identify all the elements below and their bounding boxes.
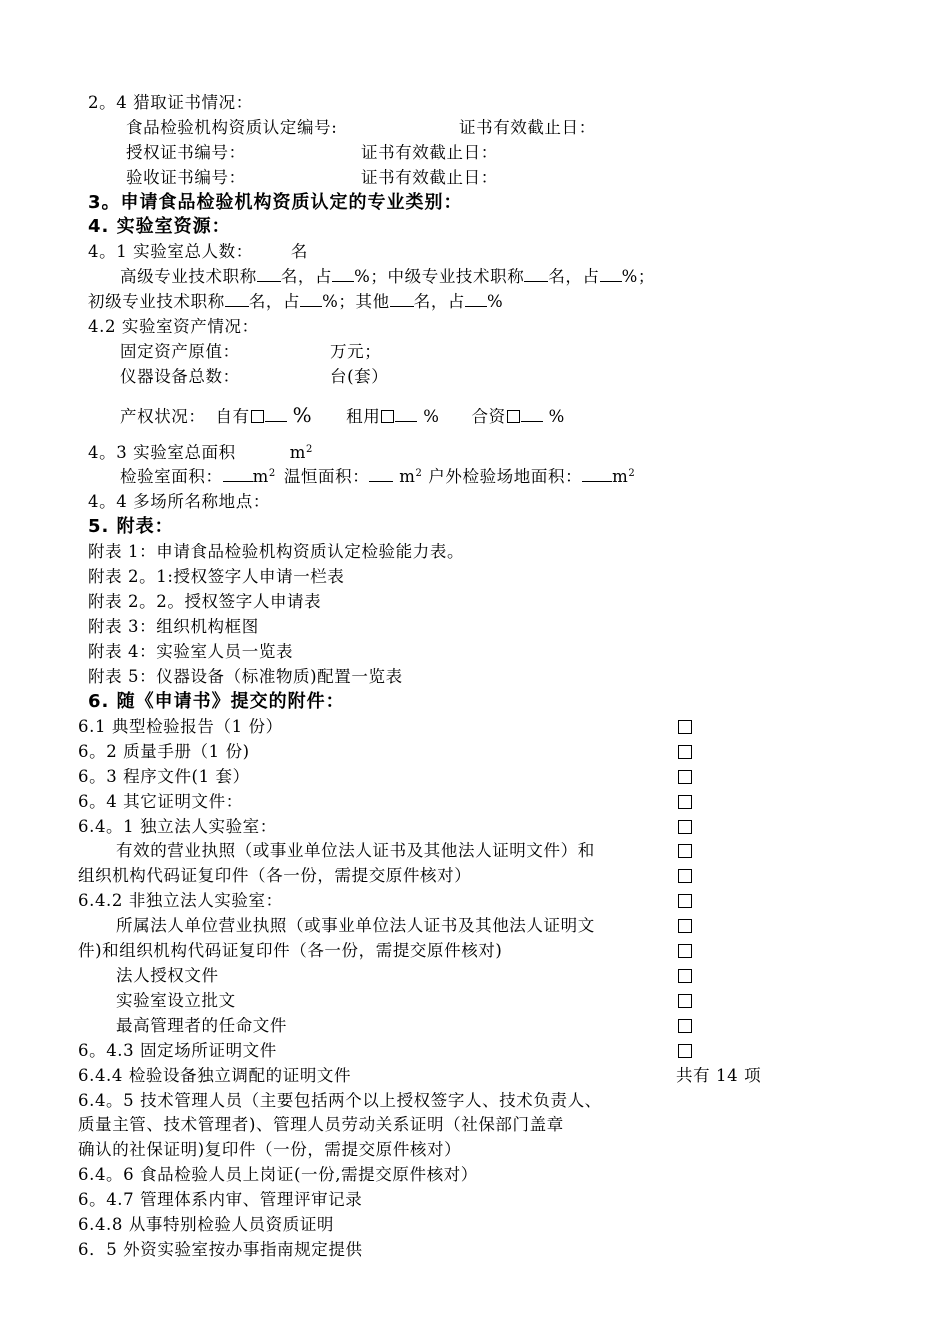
attachment-line: 6.4。6 食品检验人员上岗证(一份,需提交原件核对） [78,1165,478,1184]
lab-area-label: 检验室面积： [120,467,223,486]
section-2-4-title: 2。4 猎取证书情况： [88,93,253,112]
fixed-assets-unit: 万元； [330,342,382,361]
other-pct-field[interactable] [465,292,487,307]
appendix-item: 附表 2。1:授权签字人申请一栏表 [88,567,345,586]
attachment-line: 6。2 质量手册（1 份) [78,742,250,761]
auth-cert-number-label: 授权证书编号： [126,143,246,162]
total-items-label: 共有 14 项 [676,1066,762,1085]
other-count-field[interactable] [390,292,414,307]
junior-pct-field[interactable] [300,292,322,307]
rent-label: 租用 [346,407,381,426]
const-temp-area-label: 温恒面积： [283,467,370,486]
middle-title-label: 中级专业技术职称 [387,267,525,286]
attachment-line: 6。4.3 固定场所证明文件 [78,1041,277,1060]
attachment-checkbox[interactable] [678,1019,692,1033]
section-4-4-title: 4。4 多场所名称地点： [88,492,270,511]
attachment-checkbox[interactable] [678,720,692,734]
rent-pct-field[interactable] [395,407,417,422]
other-title-label: 其他 [355,292,390,311]
attachment-line: 6.4。5 技术管理人员（主要包括两个以上授权签字人、技术负责人、 [78,1091,602,1110]
section-4-2-title: 4.2 实验室资产情况： [88,317,259,336]
attachment-line: 确认的社保证明)复印件（一份，需提交原件核对） [78,1140,462,1159]
fixed-assets-label: 固定资产原值： [120,342,240,361]
attachment-checkbox[interactable] [678,820,692,834]
middle-pct-field[interactable] [600,267,622,282]
staff-unit: 名 [290,242,308,261]
section-3-title: 3。申请食品检验机构资质认定的专业类别： [88,192,463,213]
const-temp-area-field[interactable] [369,467,393,482]
attachment-checkbox[interactable] [678,944,692,958]
appendix-item: 附表 5：仪器设备（标准物质)配置一览表 [88,667,403,686]
outdoor-area-label: 户外检验场地面积： [428,467,583,486]
attachment-line: 组织机构代码证复印件（各一份，需提交原件核对） [78,866,472,885]
attachment-checkbox[interactable] [678,844,692,858]
staff-title-line-2: 初级专业技术职称 名，占 %；其他 名，占 % [88,292,504,311]
attachment-checkbox[interactable] [678,1044,692,1058]
attachment-line: 质量主管、技术管理者)、管理人员劳动关系证明（社保部门盖章 [78,1115,564,1134]
joint-pct-field[interactable] [521,407,543,422]
equipment-total-label: 仪器设备总数： [120,367,240,386]
attachment-line: 6。4 其它证明文件： [78,792,243,811]
attachment-checkbox[interactable] [678,919,692,933]
junior-title-label: 初级专业技术职称 [88,292,225,311]
attachment-line: 法人授权文件 [116,966,219,985]
attachment-line: 6．5 外资实验室按办事指南规定提供 [78,1240,363,1259]
attachment-line: 最高管理者的任命文件 [116,1016,287,1035]
attachment-checkbox[interactable] [678,994,692,1008]
senior-pct-field[interactable] [332,267,354,282]
attachment-checkbox[interactable] [678,894,692,908]
food-inst-cert-number-label: 食品检验机构资质认定编号: [126,118,338,137]
own-label: 自有 [215,407,250,426]
outdoor-area-field[interactable] [582,467,612,482]
attachment-line: 6。3 程序文件(1 套） [78,767,250,786]
section-6-title: 6. 随《申请书》提交的附件： [88,691,345,712]
senior-count-field[interactable] [257,267,281,282]
rent-checkbox[interactable] [381,410,394,423]
valid-until-label: 证书有效截止日： [361,168,498,187]
equipment-total-unit: 台(套） [330,367,389,386]
area-breakdown-line: 检验室面积： $m^2$ 温恒面积： $m^2$ 户外检验场地面积： $m^2$ [120,467,636,486]
ownership-label: 产权状况： [120,407,206,426]
appendix-item: 附表 3：组织机构框图 [88,617,259,636]
own-pct-field[interactable] [265,407,287,422]
appendix-item: 附表 1：申请食品检验机构资质认定检验能力表。 [88,542,465,561]
attachment-checkbox[interactable] [678,795,692,809]
section-4-3-line: 4。3 实验室总面积 $m^2$ [88,443,313,462]
appendix-item: 附表 2。2。授权签字人申请表 [88,592,322,611]
attachment-line: 6.4.4 检验设备独立调配的证明文件 [78,1066,352,1085]
ownership-line: 产权状况： 自有 % 租用 % 合资 % [120,403,565,427]
accept-cert-number-label: 验收证书编号： [126,168,246,187]
total-area-label: 4。3 实验室总面积 [88,443,236,462]
attachment-line: 所属法人单位营业执照（或事业单位法人证书及其他法人证明文 [116,916,595,935]
attachment-line: 有效的营业执照（或事业单位法人证书及其他法人证明文件）和 [116,841,595,860]
section-5-title: 5. 附表： [88,516,174,537]
attachment-line: 实验室设立批文 [116,991,236,1010]
staff-title-line-1: 高级专业技术职称 名，占 %；中级专业技术职称 名，占 %； [120,267,656,286]
total-staff-label: 4。1 实验室总人数： [88,242,253,261]
joint-label: 合资 [471,407,506,426]
joint-checkbox[interactable] [507,410,520,423]
lab-area-field[interactable] [223,467,253,482]
total-staff-line [88,241,308,263]
valid-until-label: 证书有效截止日： [459,118,596,137]
senior-title-label: 高级专业技术职称 [120,267,257,286]
middle-count-field[interactable] [524,267,548,282]
attachment-line: 6.1 典型检验报告（1 份） [78,717,283,736]
attachment-line: 件)和组织机构代码证复印件（各一份，需提交原件核对) [78,941,503,960]
attachment-line: 6.4。1 独立法人实验室： [78,817,277,836]
attachment-checkbox[interactable] [678,969,692,983]
attachment-line: 6.4.8 从事特别检验人员资质证明 [78,1215,335,1234]
section-4-title: 4. 实验室资源： [88,216,231,237]
junior-count-field[interactable] [225,292,249,307]
own-checkbox[interactable] [251,410,264,423]
valid-until-label: 证书有效截止日： [361,143,498,162]
appendix-item: 附表 4：实验室人员一览表 [88,642,294,661]
attachment-checkbox[interactable] [678,869,692,883]
attachment-line: 6。4.7 管理体系内审、管理评审记录 [78,1190,363,1209]
attachment-checkbox[interactable] [678,745,692,759]
attachment-line: 6.4.2 非独立法人实验室： [78,891,283,910]
attachment-checkbox[interactable] [678,770,692,784]
